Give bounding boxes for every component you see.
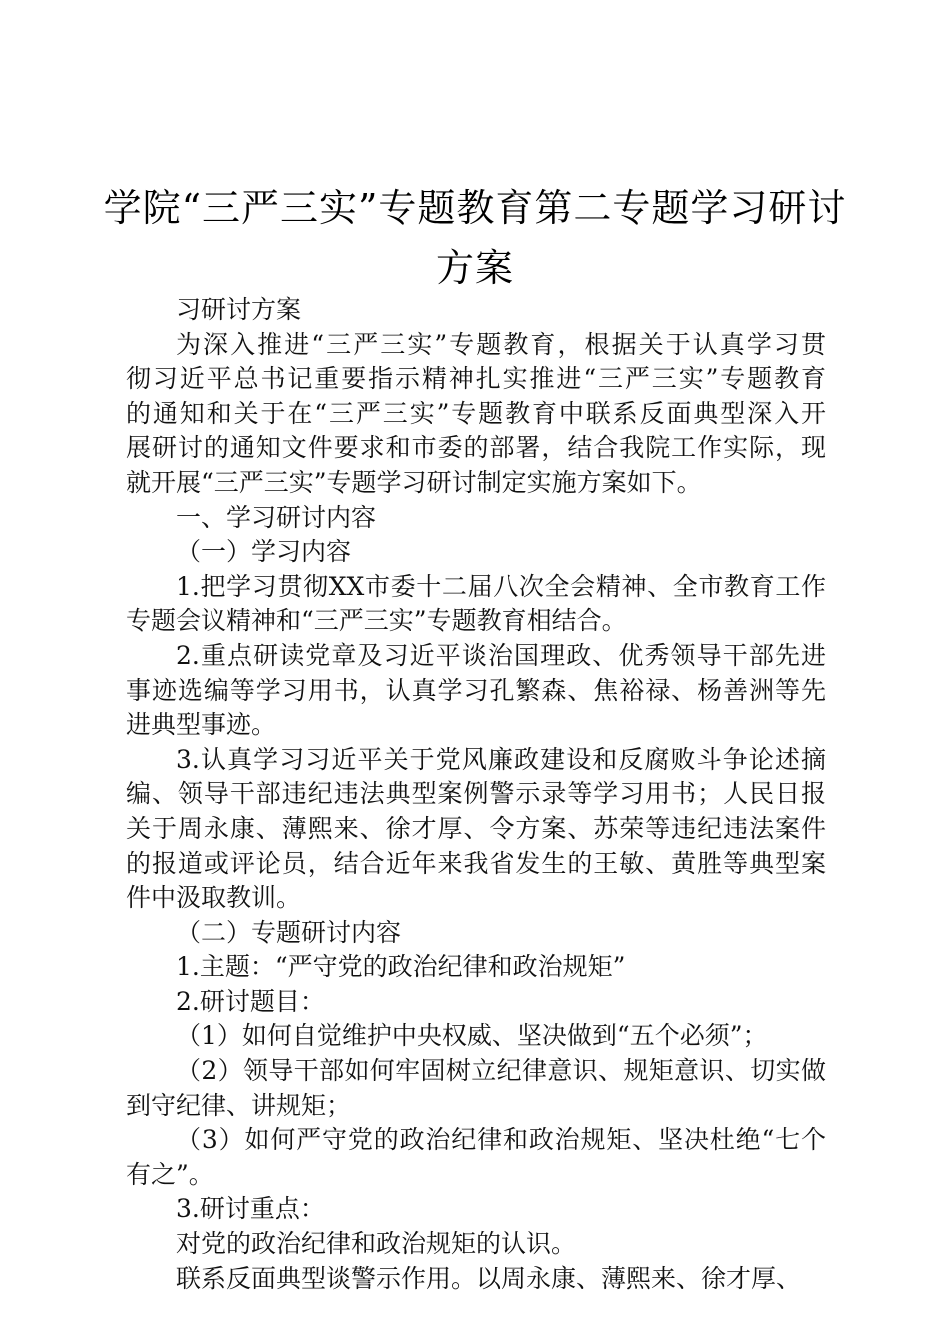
body-line: 的通知和关于在“三严三实”专题教育中联系反面典型深入开	[126, 398, 826, 428]
body-line: 1.把学习贯彻XX市委十二届八次全会精神、全市教育工作	[176, 571, 826, 601]
body-line: 进典型事迹。	[126, 710, 277, 740]
section-heading: 一、学习研讨内容	[176, 502, 377, 532]
subsection-heading: （二）专题研讨内容	[176, 917, 402, 947]
body-line: 到守纪律、讲规矩；	[126, 1090, 352, 1120]
body-line: （3）如何严守党的政治纪律和政治规矩、坚决杜绝“七个	[176, 1125, 826, 1155]
body-line: 的报道或评论员，结合近年来我省发生的王敏、黄胜等典型案	[126, 848, 826, 878]
body-line: 件中汲取教训。	[126, 883, 302, 913]
body-line: 2.重点研读党章及习近平谈治国理政、优秀领导干部先进	[176, 640, 826, 670]
body-line: 就开展“三严三实”专题学习研讨制定实施方案如下。	[126, 467, 702, 497]
body-line: 习研讨方案	[176, 295, 302, 324]
body-line: 关于周永康、薄熙来、徐才厚、令方案、苏荣等违纪违法案件	[126, 813, 826, 843]
body-line: 联系反面典型谈警示作用。以周永康、薄熙来、徐才厚、	[176, 1263, 802, 1293]
document-title-line-2: 方案	[435, 246, 514, 290]
body-line: （2）领导干部如何牢固树立纪律意识、规矩意识、切实做	[176, 1056, 826, 1086]
body-line: 有之”。	[126, 1159, 214, 1189]
body-line: 事迹选编等学习用书，认真学习孔繁森、焦裕禄、杨善洲等先	[126, 675, 826, 705]
document-title-line-1: 学院“三严三实”专题教育第二专题学习研讨	[103, 186, 847, 230]
body-line: 编、领导干部违纪违法典型案例警示录等学习用书；人民日报	[126, 779, 826, 809]
body-line: （1）如何自觉维护中央权威、坚决做到“五个必须”；	[176, 1021, 768, 1051]
body-line: 彻习近平总书记重要指示精神扎实推进“三严三实”专题教育	[126, 364, 826, 394]
body-line: 1.主题：“严守党的政治纪律和政治规矩”	[176, 952, 626, 982]
body-line: 对党的政治纪律和政治规矩的认识。	[176, 1229, 577, 1259]
body-line: 3.研讨重点：	[176, 1194, 325, 1224]
body-line: 3.认真学习习近平关于党风廉政建设和反腐败斗争论述摘	[176, 744, 826, 774]
body-line: 专题会议精神和“三严三实”专题教育相结合。	[126, 606, 627, 636]
body-line: 2.研讨题目：	[176, 986, 325, 1016]
body-line: 为深入推进“三严三实”专题教育，根据关于认真学习贯	[176, 329, 826, 359]
body-line: 展研讨的通知文件要求和市委的部署，结合我院工作实际，现	[126, 433, 826, 463]
document-body	[126, 293, 826, 1296]
subsection-heading: （一）学习内容	[176, 537, 352, 567]
